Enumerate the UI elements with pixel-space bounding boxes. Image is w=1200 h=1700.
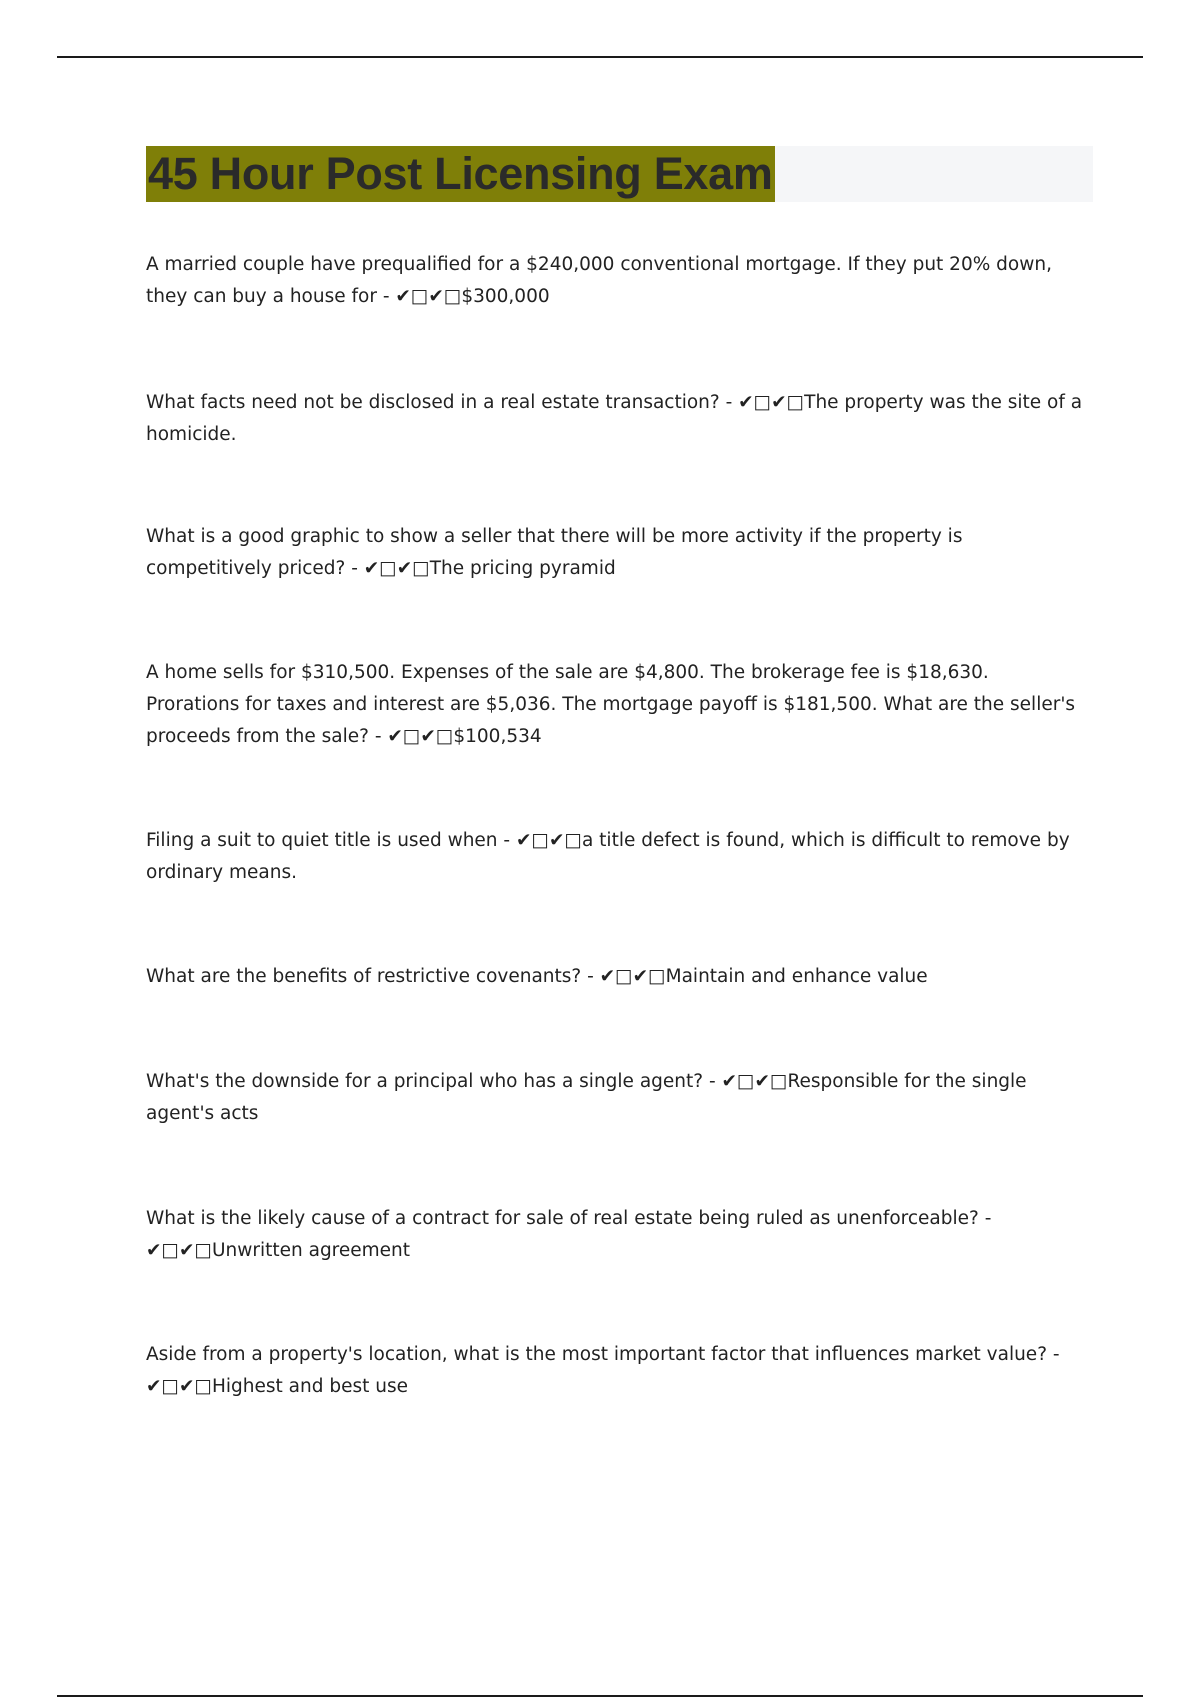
qa-item-8 <box>146 1203 1086 1267</box>
answer-text: Maintain and enhance value <box>665 966 928 987</box>
qa-item-2 <box>146 387 1086 451</box>
answer-separator: - ✔□✔□ <box>581 966 666 987</box>
answer-text: Unwritten agreement <box>211 1240 411 1261</box>
answer-text: $100,534 <box>453 726 542 747</box>
question-text: What are the benefits of restrictive covenants? <box>146 966 582 987</box>
top-rule <box>57 56 1143 58</box>
question-text: Filing a suit to quiet title is used when <box>146 830 498 851</box>
answer-text: The pricing pyramid <box>429 558 616 579</box>
qa-item-9 <box>146 1339 1086 1403</box>
answer-separator: - ✔□✔□ <box>146 1344 1060 1397</box>
answer-separator: - ✔□✔□ <box>146 1208 992 1261</box>
answer-text: The property was the site of a homicide. <box>146 392 1083 445</box>
answer-separator: - ✔□✔□ <box>719 392 805 413</box>
qa-item-7 <box>146 1066 1086 1130</box>
answer-separator: - ✔□✔□ <box>497 830 582 851</box>
answer-separator: - ✔□✔□ <box>703 1071 788 1092</box>
answer-separator: - ✔□✔□ <box>345 558 430 579</box>
qa-item-4 <box>146 657 1086 753</box>
answer-separator: - ✔□✔□ <box>376 286 462 307</box>
question-text: Aside from a property's location, what is the most important factor that influences market value? <box>146 1344 1048 1365</box>
question-text: What facts need not be disclosed in a real estate transaction? <box>146 392 720 413</box>
answer-text: Highest and best use <box>211 1376 408 1397</box>
bottom-rule <box>57 1695 1143 1697</box>
answer-text: $300,000 <box>461 286 550 307</box>
answer-text: Responsible for the single agent's acts <box>146 1071 1027 1124</box>
qa-item-3 <box>146 521 1086 585</box>
qa-item-1 <box>146 249 1086 313</box>
document-title: 45 Hour Post Licensing Exam <box>146 146 775 202</box>
answer-text: a title defect is found, which is difficult to remove by ordinary means. <box>146 830 1070 883</box>
question-text: What is the likely cause of a contract for sale of real estate being ruled as unenforceable? <box>146 1208 979 1229</box>
answer-separator: - ✔□✔□ <box>368 726 454 747</box>
question-text: A home sells for $310,500. Expenses of the sale are $4,800. The brokerage fee is $18,630. Prorations for taxes and interest are $5,036. The mortgage payoff is $181,500. What are the seller's proceeds from the sale? <box>146 662 1076 747</box>
question-text: What is a good graphic to show a seller that there will be more activity if the property is competitively priced? <box>146 526 963 579</box>
qa-item-6 <box>146 961 1086 993</box>
question-text: What's the downside for a principal who has a single agent? <box>146 1071 704 1092</box>
question-text: A married couple have prequalified for a $240,000 conventional mortgage. If they put 20% down, they can buy a house for <box>146 254 1052 307</box>
qa-item-5 <box>146 825 1086 889</box>
